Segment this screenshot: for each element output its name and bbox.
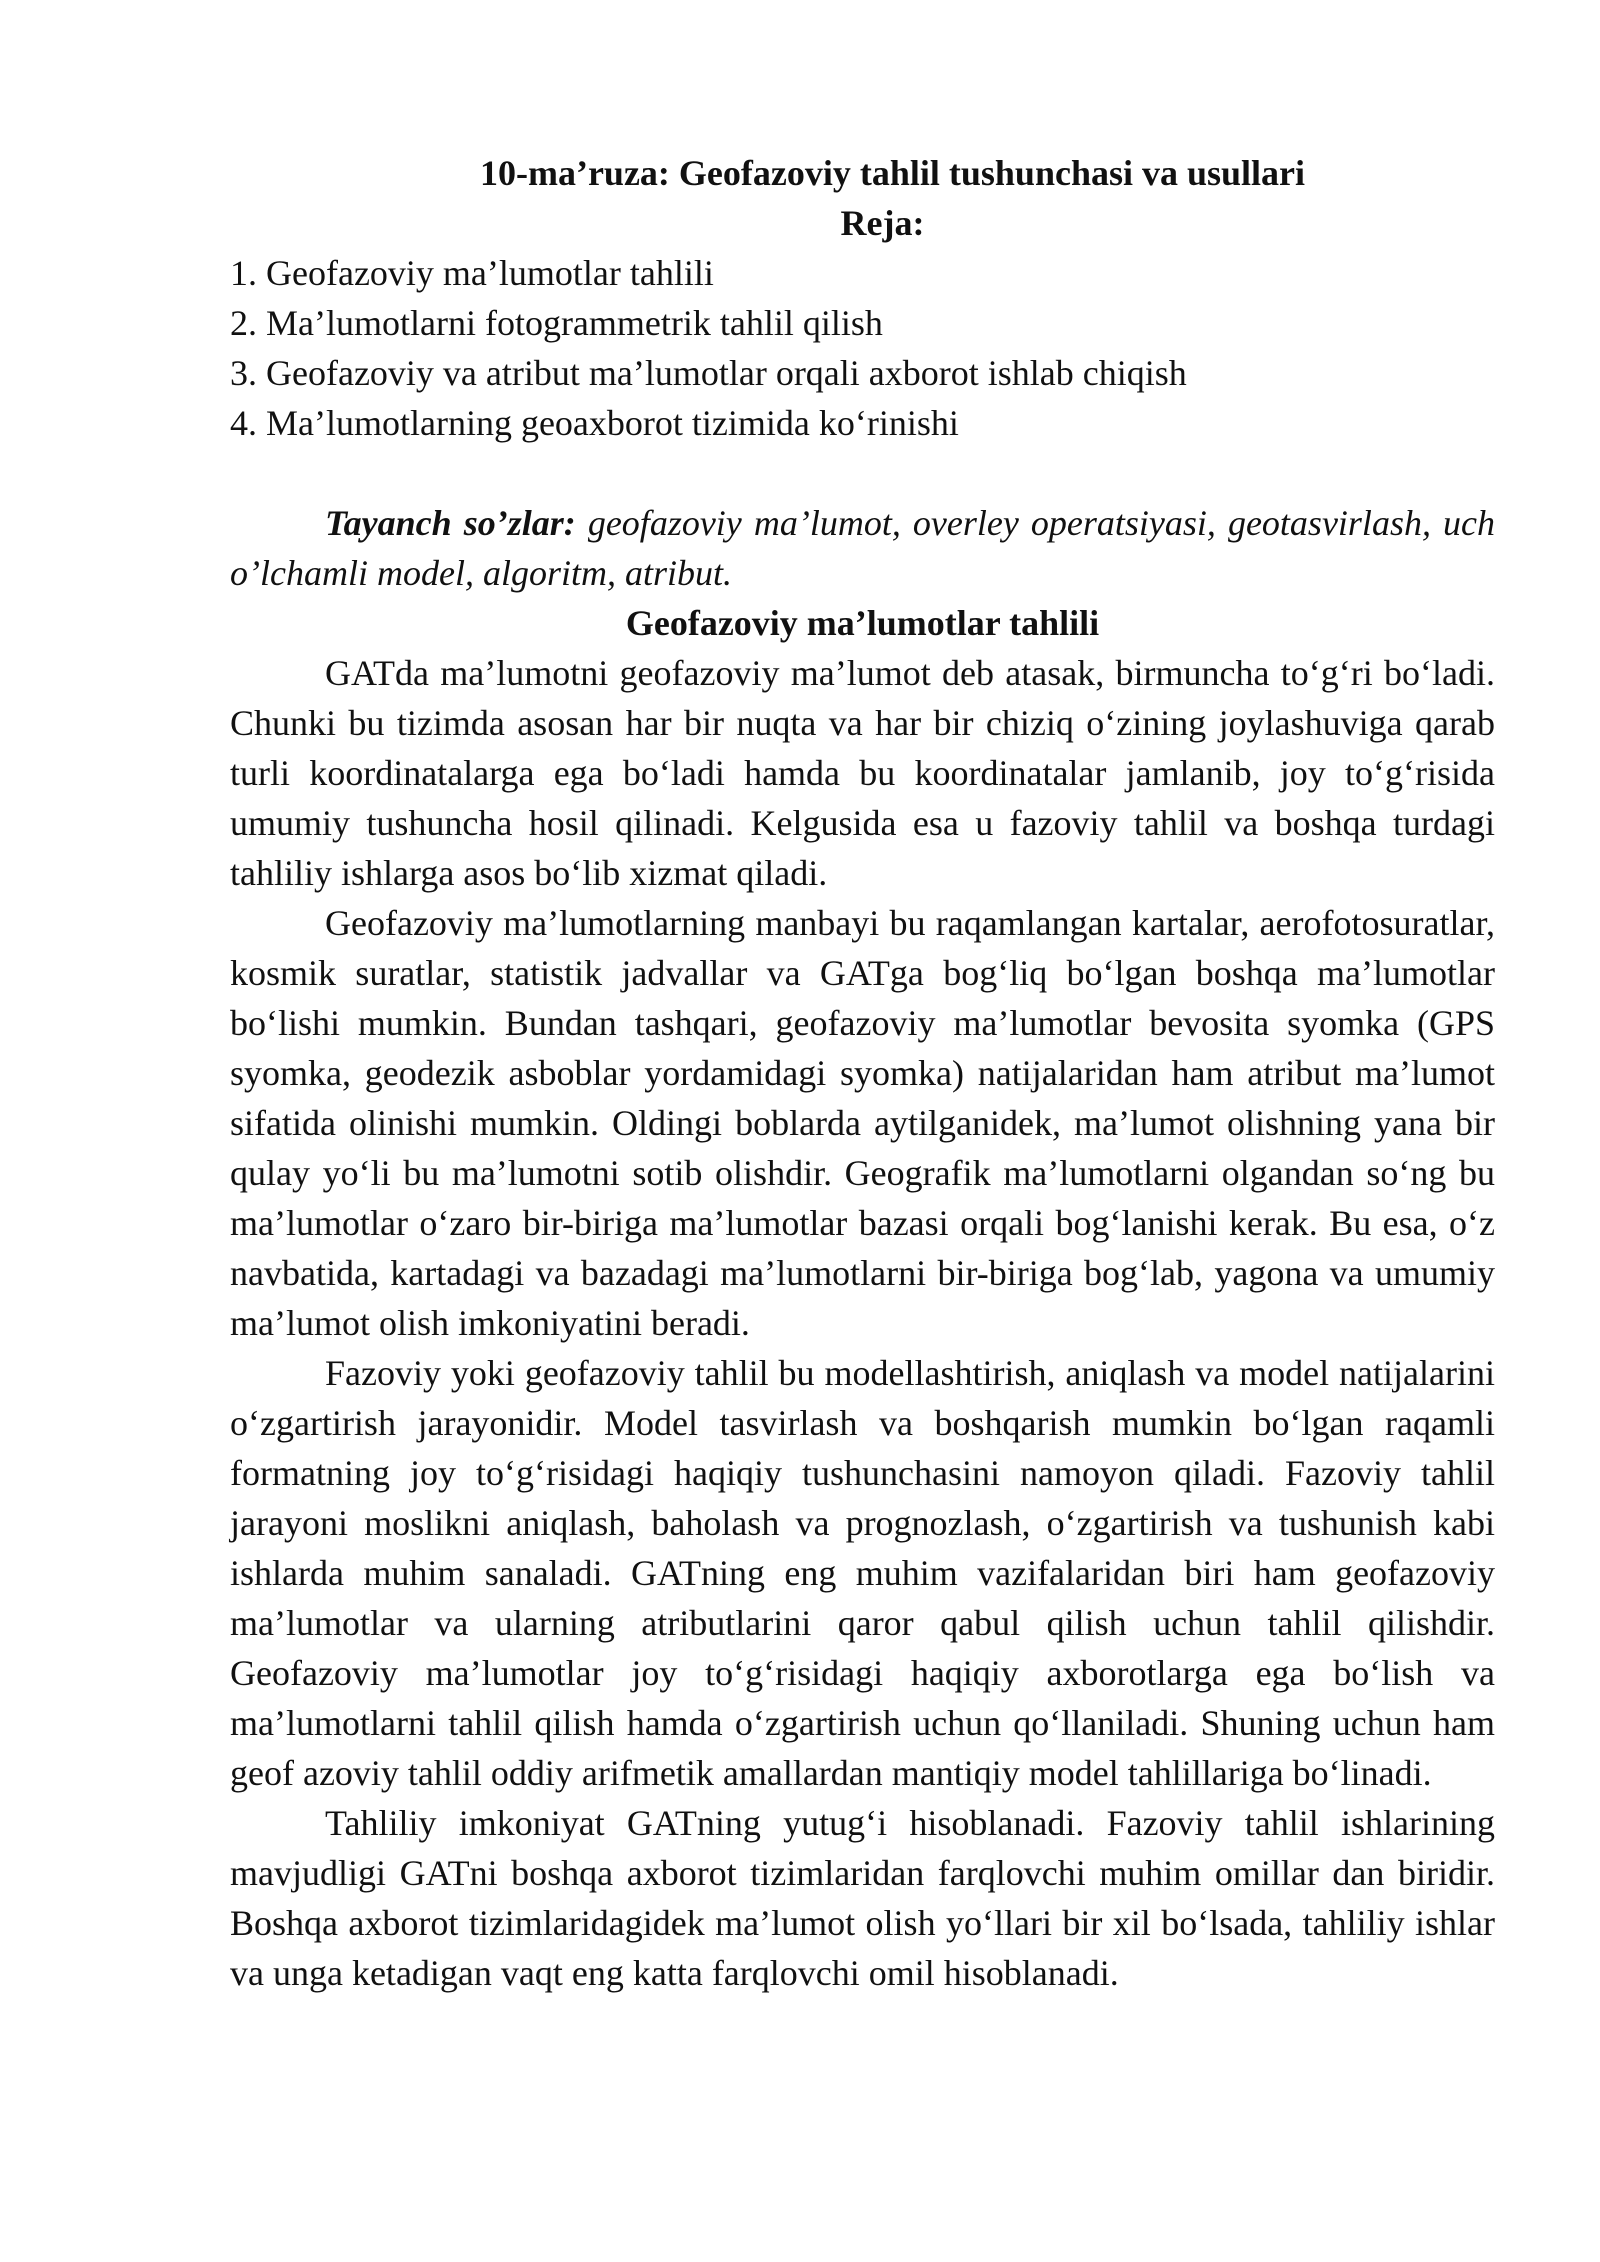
plan-item: 3. Geofazoviy va atribut ma’lumotlar orqali axborot ishlab chiqish	[230, 353, 1187, 393]
body-paragraph: Fazoviy yoki geofazoviy tahlil bu modellashtirish, aniqlash va model natijalarini o‘zgartirish jarayonidir. Model tasvirlash va boshqarish mumkin bo‘lgan raqamli formatning joy to‘g‘risidagi haqiqiy tushunchasini namoyon qiladi. Fazoviy tahlil jarayoni moslikni aniqlash, baholash va prognozlash, o‘zgartirish va tushunish kabi ishlarda muhim sanaladi. GATning eng muhim vazifalaridan biri ham geofazoviy ma’lumotlar va ularning atributlarini qaror qabul qilish uchun tahlil qilishdir. Geofazoviy ma’lumotlar joy to‘g‘risidagi haqiqiy axborotlarga ega bo‘lish va ma’lumotlarni tahlil qilish hamda o‘zgartirish uchun qo‘llaniladi. Shuning uchun ham geof azoviy tahlil oddiy arifmetik amallardan mantiqiy model tahlillariga bo‘linadi.	[230, 1353, 1495, 1793]
section-heading: Geofazoviy ma’lumotlar tahlili	[625, 603, 1100, 643]
plan-list	[230, 248, 1495, 448]
plan-item: 1. Geofazoviy ma’lumotlar tahlili	[230, 253, 714, 293]
body-paragraph: Geofazoviy ma’lumotlarning manbayi bu raqamlangan kartalar, aerofotosuratlar, kosmik suratlar, statistik jadvallar va GATga bog‘liq bo‘lgan boshqa ma’lumotlar bo‘lishi mumkin. Bundan tashqari, geofazoviy ma’lumotlar bevosita syomka (GPS syomka, geodezik asboblar yordamidagi syomka) natijalaridan ham atribut ma’lumot sifatida olinishi mumkin. Oldingi boblarda aytilganidek, ma’lumot olishning yana bir qulay yo‘li bu ma’lumotni sotib olishdir. Geografik ma’lumotlarni olgandan so‘ng bu ma’lumotlar o‘zaro bir-biriga ma’lumotlar bazasi orqali bog‘lanishi kerak. Bu esa, o‘z navbatida, kartadagi va bazadagi ma’lumotlarni bir-biriga bog‘lab, yagona va umumiy ma’lumot olish imkoniyatini beradi.	[230, 903, 1495, 1343]
plan-item: 4. Ma’lumotlarning geoaxborot tizimida ko‘rinishi	[230, 403, 959, 443]
keywords-text: geofazoviy ma’lumot, overley operatsiyasi, geotasvirlash, uch o’lchamli model, algoritm, atribut.	[230, 503, 1495, 593]
keywords-label: Tayanch so’zlar:	[325, 503, 576, 543]
body-paragraph: Tahliliy imkoniyat GATning yutug‘i hisoblanadi. Fazoviy tahlil ishlarining mavjudligi GATni boshqa axborot tizimlaridan farqlovchi muhim omillar dan biridir. Boshqa axborot tizimlaridagidek ma’lumot olish yo‘llari bir xil bo‘lsada, tahliliy ishlar va unga ketadigan vaqt eng katta farqlovchi omil hisoblanadi.	[230, 1803, 1495, 1993]
keywords-paragraph	[230, 498, 1495, 598]
plan-item: 2. Ma’lumotlarni fotogrammetrik tahlil qilish	[230, 303, 883, 343]
body-paragraph: GATda ma’lumotni geofazoviy ma’lumot deb atasak, birmuncha to‘g‘ri bo‘ladi. Chunki bu tizimda asosan har bir nuqta va har bir chiziq o‘zining joylashuviga qarab turli koordinatalarga ega bo‘ladi hamda bu koordinatalar jamlanib, joy to‘g‘risida umumiy tushuncha hosil qilinadi. Kelgusida esa u fazoviy tahlil va boshqa turdagi tahliliy ishlarga asos bo‘lib xizmat qiladi.	[230, 653, 1495, 893]
lecture-title: 10-ma’ruza: Geofazoviy tahlil tushunchasi va usullari	[479, 153, 1306, 193]
plan-heading: Reja:	[840, 203, 925, 243]
